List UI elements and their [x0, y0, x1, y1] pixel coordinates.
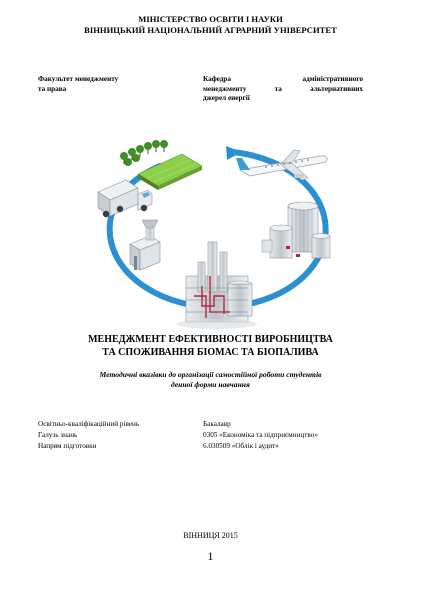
university-heading: ВІННИЦЬКИЙ НАЦІОНАЛЬНИЙ АГРАРНИЙ УНІВЕРСИТЕТ — [84, 25, 337, 35]
subtitle-line: денної форми навчання — [171, 380, 250, 389]
subtitle-line: Методичні вказівки до організації самостійної роботи студентів — [99, 370, 322, 379]
biomass-cycle-illustration — [90, 136, 340, 332]
title-line: МЕНЕДЖМЕНТ ЕФЕКТИВНОСТІ ВИРОБНИЦТВА — [88, 334, 333, 345]
document-title — [0, 334, 421, 359]
faculty-line: Факультет менеджменту — [38, 75, 119, 83]
ministry-heading: МІНІСТЕРСТВО ОСВІТИ І НАУКИ — [138, 14, 283, 24]
title-line: ТА СПОЖИВАННЯ БІОМАС ТА БІОПАЛИВА — [102, 346, 319, 358]
info-key: Галузь знань — [38, 431, 78, 439]
city-year: ВІННИЦЯ 2015 — [183, 531, 238, 540]
oil-press-icon — [130, 220, 160, 270]
faculty-block — [38, 75, 158, 94]
department-line: Кафедра адміністративного — [203, 75, 363, 83]
document-subtitle — [70, 370, 351, 390]
department-block — [203, 75, 363, 104]
info-value: Бакалавр — [203, 420, 231, 428]
info-value: 6.030509 «Облік і аудит» — [203, 442, 279, 450]
department-line: менеджменту та альтернативних — [203, 84, 363, 93]
truck-icon — [98, 180, 152, 217]
info-key: Освітньо-кваліфікаційний рівень — [38, 420, 140, 428]
info-key: Напрям підготовки — [38, 442, 97, 450]
refinery-icon — [177, 242, 257, 329]
faculty-line: та права — [38, 84, 67, 93]
info-value: 0305 «Економіка та підприємництво» — [203, 431, 318, 439]
department-line: джерел енергії — [203, 94, 250, 102]
page-number: 1 — [207, 549, 214, 563]
